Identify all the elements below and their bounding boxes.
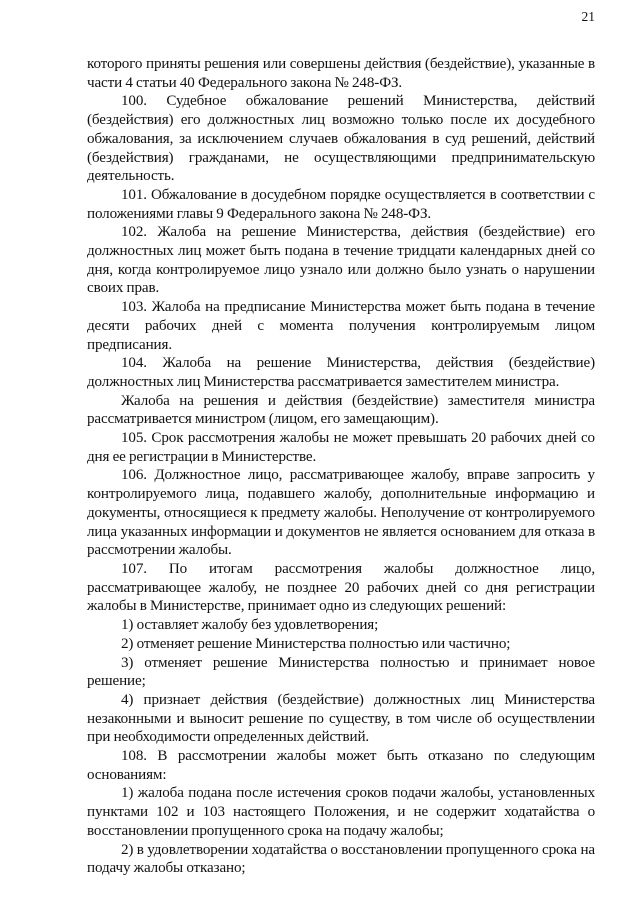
paragraph-107: 107. По итогам рассмотрения жалобы должностное лицо, рассматривающее жалобу, не позднее 20 рабочих дней со дня регистрации жалобы в Министерстве, принимает одно из следующих решений:: [87, 560, 595, 615]
paragraph-101: 101. Обжалование в досудебном порядке осуществляется в соответствии с положениями главы 9 Федерального закона № 248-ФЗ.: [87, 186, 595, 222]
paragraph-104: 104. Жалоба на решение Министерства, действия (бездействие) должностных лиц Министерства рассматривается заместителем министра.: [87, 355, 595, 390]
document-body: [87, 55, 595, 878]
paragraph-103: 103. Жалоба на предписание Министерства может быть подана в течение десяти рабочих дней с момента получения контролируемым лицом предписания.: [87, 299, 595, 353]
paragraph-105: 105. Срок рассмотрения жалобы не может превышать 20 рабочих дней со дня ее регистрации в Министерстве.: [87, 430, 595, 465]
paragraph-100: 100. Судебное обжалование решений Министерства, действий (бездействия) его должностных лиц возможно только после их досудебного обжалования, за исключением случаев обжалования в суд решений, действий (бездействия) гражданами, не осуществляющими предпринимательскую деятельность.: [87, 93, 595, 185]
list-item-108-1: 1) жалоба подана после истечения сроков подачи жалобы, установленных пунктами 102 и 103 настоящего Положения, и не содержит ходатайства о восстановлении пропущенного срока на подачу жалобы;: [87, 785, 595, 839]
paragraph-104-continuation: Жалоба на решения и действия (бездействие) заместителя министра рассматривается министром (лицом, его замещающим).: [87, 392, 595, 428]
paragraph-102: 102. Жалоба на решение Министерства, действия (бездействие) его должностных лиц может быть подана в течение тридцати календарных дней со дня, когда контролируемое лицо узнало или должно было узнать о нарушении своих прав.: [87, 224, 595, 297]
list-item-107-4: 4) признает действия (бездействие) должностных лиц Министерства незаконными и выносит решение по существу, в том числе об осуществлении при необходимости определенных действий.: [87, 691, 595, 746]
list-item-107-1: 1) оставляет жалобу без удовлетворения;: [121, 617, 379, 634]
list-item-107-2: 2) отменяет решение Министерства полностью или частично;: [121, 635, 511, 652]
paragraph-106: 106. Должностное лицо, рассматривающее жалобу, вправе запросить у контролируемого лица, подавшего жалобу, дополнительные информацию и документы, относящиеся к предмету жалобы. Неполучение от контролируемого лица указанных информации и документов не является основанием для отказа в рассмотрении жалобы.: [87, 467, 595, 559]
paragraph-108: 108. В рассмотрении жалобы может быть отказано по следующим основаниям:: [87, 748, 595, 783]
list-item-108-2: 2) в удовлетворении ходатайства о восстановлении пропущенного срока на подачу жалобы отказано;: [87, 841, 595, 877]
paragraph-continuation: которого приняты решения или совершены действия (бездействие), указанные в части 4 статьи 40 Федерального закона № 248-ФЗ.: [87, 56, 595, 91]
page-number: 21: [581, 9, 595, 24]
list-item-107-3: 3) отменяет решение Министерства полностью и принимает новое решение;: [87, 654, 595, 690]
